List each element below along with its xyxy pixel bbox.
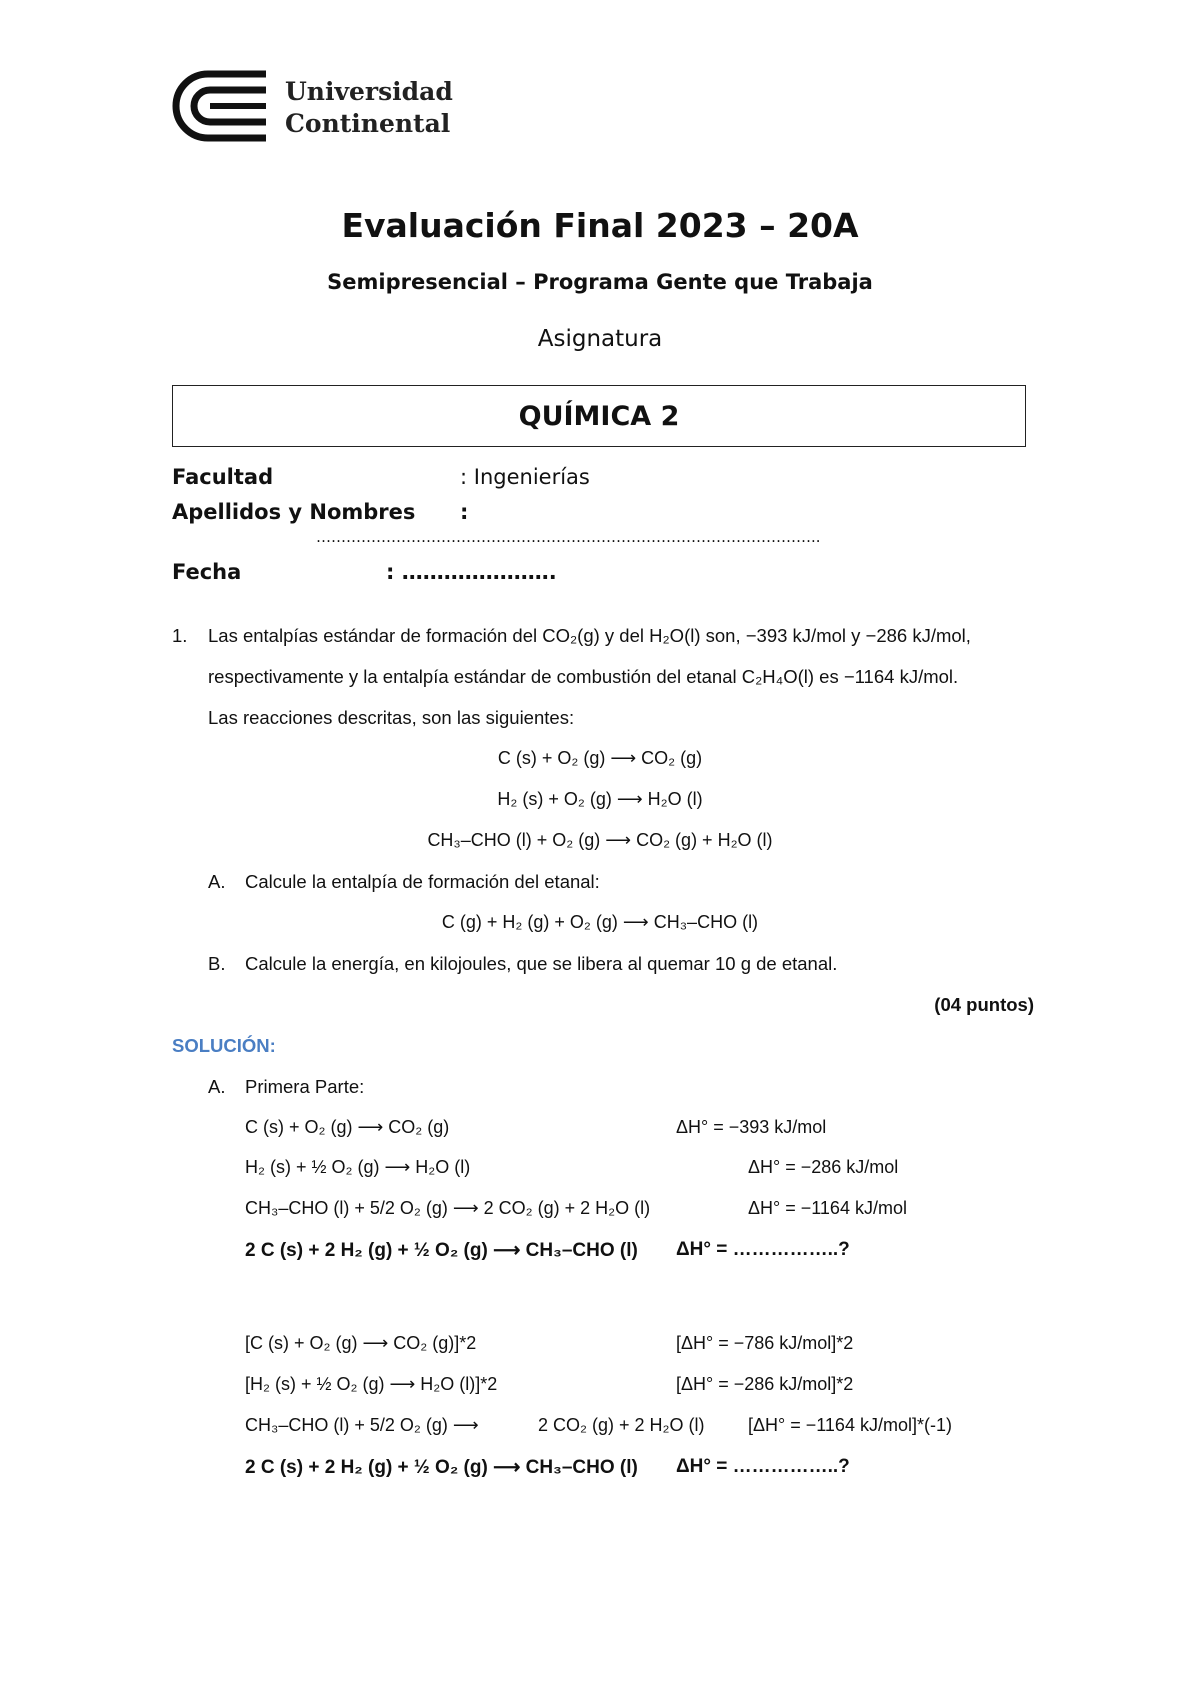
part-b-letter: B. [208,953,226,974]
fecha-value: : …………………. [386,560,557,584]
sol2-eq-2: [H₂ (s) + ½ O₂ (g) ⟶ H₂O (l)]*2 [245,1374,498,1394]
question-line-2: respectivamente y la entalpía estándar de combustión del etanal C₂H₄O(l) es −1164 kJ/mol. [208,666,959,687]
reaction-1: C (s) + O₂ (g) ⟶ CO₂ (g) [497,748,703,768]
sol-dh-3: ΔH° = −1164 kJ/mol [748,1198,907,1218]
logo-line-2: Continental [285,109,451,138]
logo-line-1: Universidad [285,77,453,106]
university-logo-icon [170,70,270,142]
exam-title: Evaluación Final 2023 – 20A [341,206,859,245]
sol-eq-1: C (s) + O₂ (g) ⟶ CO₂ (g) [245,1117,450,1137]
reaction-3: CH₃–CHO (l) + O₂ (g) ⟶ CO₂ (g) + H₂O (l) [427,830,773,850]
asignatura-label: Asignatura [537,326,663,352]
logo-wordmark [285,76,453,140]
sol2-dh-1: [ΔH° = −786 kJ/mol]*2 [676,1333,854,1353]
solution-label: SOLUCIÓN: [172,1035,276,1056]
points-label: (04 puntos) [934,994,1034,1015]
sol2-eq-3: CH₃–CHO (l) + 5/2 O₂ (g) ⟶ [245,1415,479,1435]
part-a-reaction: C (g) + H₂ (g) + O₂ (g) ⟶ CH₃–CHO (l) [441,912,759,932]
part-a-text: Calcule la entalpía de formación del etanal: [245,871,600,892]
fecha-label: Fecha [172,560,242,584]
nombres-colon: : [460,500,469,524]
facultad-label: Facultad [172,465,274,489]
sol-dh-2: ΔH° = −286 kJ/mol [748,1157,899,1177]
course-box [172,385,1026,447]
sol-eq-3: CH₃–CHO (l) + 5/2 O₂ (g) ⟶ 2 CO₂ (g) + 2 H₂O (l) [245,1198,651,1218]
solution-part-a-letter: A. [208,1076,226,1097]
target-eq-2: 2 C (s) + 2 H₂ (g) + ½ O₂ (g) ⟶ CH₃–CHO (l) [245,1457,638,1478]
target-eq-1: 2 C (s) + 2 H₂ (g) + ½ O₂ (g) ⟶ CH₃–CHO (l) [245,1240,638,1261]
target-dh-1: ΔH° = ……………..? [676,1239,850,1260]
question-line-3: Las reacciones descritas, son las siguientes: [208,707,575,728]
sol2-dh-2: [ΔH° = −286 kJ/mol]*2 [676,1374,854,1394]
course-name: QUÍMICA 2 [518,400,680,432]
sol2-eq-1: [C (s) + O₂ (g) ⟶ CO₂ (g)]*2 [245,1333,477,1353]
nombres-label: Apellidos y Nombres [172,500,416,524]
part-b-text: Calcule la energía, en kilojoules, que se libera al quemar 10 g de etanal. [245,953,838,974]
facultad-value: : Ingenierías [460,465,590,489]
question-line-1: Las entalpías estándar de formación del CO₂(g) y del H₂O(l) son, −393 kJ/mol y −286 kJ/mol, [208,625,971,646]
sol2-eq-3-products: 2 CO₂ (g) + 2 H₂O (l) [538,1415,705,1435]
reaction-2: H₂ (s) + O₂ (g) ⟶ H₂O (l) [497,789,703,809]
target-dh-2: ΔH° = ……………..? [676,1456,850,1477]
sol-eq-2: H₂ (s) + ½ O₂ (g) ⟶ H₂O (l) [245,1157,471,1177]
nombres-dots: ……………………………………………………………………………………….. [316,528,821,546]
sol2-dh-3: [ΔH° = −1164 kJ/mol]*(-1) [748,1415,952,1435]
sol-dh-1: ΔH° = −393 kJ/mol [676,1117,827,1137]
question-number: 1. [172,625,188,646]
solution-part-a-title: Primera Parte: [245,1076,365,1097]
part-a-letter: A. [208,871,226,892]
exam-subtitle: Semipresencial – Programa Gente que Trabaja [327,270,873,294]
